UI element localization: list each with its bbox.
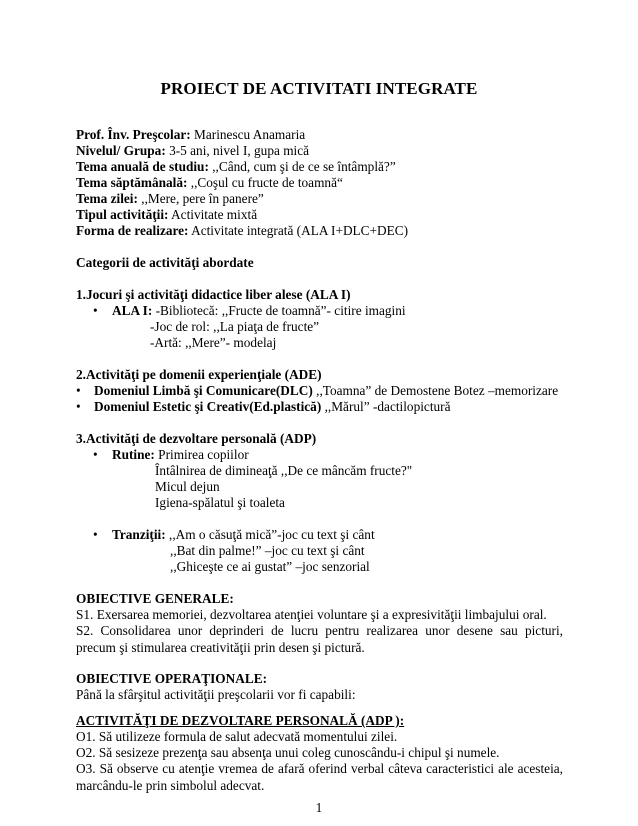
objective-o1: O1. Să utilizeze formula de salut adecvată momentului zilei.: [76, 729, 398, 744]
categories-heading: Categorii de activităţi abordate: [76, 255, 254, 270]
bullet-icon: •: [76, 399, 81, 414]
field-level: [76, 143, 309, 159]
field-form: [76, 223, 408, 239]
ade-label: Domeniul Estetic şi Creativ(Ed.plastică): [94, 399, 322, 414]
adp-rutine-first: [112, 447, 249, 463]
field-value: Activitate mixtă: [168, 207, 258, 222]
field-label: Tema săptămânală:: [76, 175, 188, 190]
field-value: Activitate integrată (ALA I+DLC+DEC): [188, 223, 409, 238]
ala-item-role-play: -Joc de rol: ,,La piaţa de fructe”: [150, 319, 320, 334]
objective-o2: O2. Să sesizeze prezenţa sau absenţa unui coleg cunoscându-i chipul şi numele.: [76, 745, 500, 760]
tranzitie-item: ,,Ghiceşte ce ai gustat” –joc senzorial: [170, 559, 370, 574]
operational-intro: Până la sfârşitul activităţii preşcolarii vor fi capabili:: [76, 687, 356, 702]
field-activity-type: [76, 207, 257, 223]
objective-o3: O3. Să observe cu atenţie vremea de afară oferind verbal câteva caracteristici ale acesteia, marcându-le prin simbolul adecvat.: [76, 761, 563, 793]
field-value: 3-5 ani, nivel I, gupa mică: [165, 143, 310, 158]
field-value: ,,Coşul cu fructe de toamnă“: [187, 175, 343, 190]
objective-s2: S2. Consolidarea unor deprinderi de lucru pentru realizarea unor desene sau picturi, precum şi stimularea creativităţii prin desen şi pictură.: [76, 623, 563, 655]
bullet-icon: •: [93, 303, 98, 318]
field-value: Marinescu Anamaria: [190, 127, 306, 142]
field-label: Tema zilei:: [76, 191, 138, 206]
ade-item-dec: [94, 399, 451, 415]
rutine-item: Micul dejun: [155, 479, 220, 494]
page-number: 1: [315, 800, 323, 815]
field-label: Forma de realizare:: [76, 223, 189, 238]
field-label: Tema anuală de studiu:: [76, 159, 209, 174]
field-value: ,,Mere, pere în panere”: [137, 191, 264, 206]
adp-tranzitii-first: [112, 527, 375, 543]
tranzitii-label: Tranziţii:: [112, 527, 166, 542]
field-label: Nivelul/ Grupa:: [76, 143, 166, 158]
tranzitie-item: ,,Bat din palme!” –joc cu text şi cânt: [170, 543, 365, 558]
rutine-item: Întâlnirea de dimineaţă ,,De ce mâncăm fructe?": [155, 463, 413, 478]
ala-item-art: -Artă: ,,Mere”- modelaj: [150, 335, 277, 350]
field-annual-theme: [76, 159, 396, 175]
general-objectives-heading: OBIECTIVE GENERALE:: [76, 591, 234, 606]
field-label: Tipul activităţii:: [76, 207, 169, 222]
ala-label: ALA I:: [112, 303, 153, 318]
ade-heading: 2.Activităţi pe domenii experienţiale (ADE): [76, 367, 322, 382]
ade-label: Domeniul Limbă şi Comunicare(DLC): [94, 383, 313, 398]
bullet-icon: •: [76, 383, 81, 398]
ala-item: -Bibliotecă: ,,Fructe de toamnă”- citire imagini: [152, 303, 406, 318]
bullet-icon: •: [93, 447, 98, 462]
field-teacher: [76, 127, 305, 143]
rutine-label: Rutine:: [112, 447, 155, 462]
field-daily-theme: [76, 191, 264, 207]
rutine-item: Primirea copiilor: [154, 447, 249, 462]
adp-objectives-heading: ACTIVITĂŢI DE DEZVOLTARE PERSONALĂ (ADP ):: [76, 713, 405, 728]
ade-value: ,,Toamna” de Demostene Botez –memorizare: [312, 383, 559, 398]
adp-heading: 3.Activităţi de dezvoltare personală (ADP): [76, 431, 317, 446]
rutine-item: Igiena-spălatul şi toaleta: [155, 495, 285, 510]
objective-s1: S1. Exersarea memoriei, dezvoltarea atenţiei voluntare şi a expresivităţii limbajului oral.: [76, 607, 547, 622]
tranzitie-item: ,,Am o căsuţă mică”-joc cu text şi cânt: [165, 527, 375, 542]
ala-item-library: [112, 303, 406, 319]
bullet-icon: •: [93, 527, 98, 542]
document-title: PROIECT DE ACTIVITATI INTEGRATE: [160, 79, 478, 98]
ade-item-dlc: [94, 383, 558, 399]
field-weekly-theme: [76, 175, 343, 191]
ala-heading: 1.Jocuri şi activităţi didactice liber alese (ALA I): [76, 287, 351, 302]
field-label: Prof. Înv. Preşcolar:: [76, 127, 191, 142]
operational-objectives-heading: OBIECTIVE OPERAŢIONALE:: [76, 671, 267, 686]
field-value: ,,Când, cum şi de ce se întâmplă?”: [208, 159, 396, 174]
ade-value: ,,Mărul” -dactilopictură: [321, 399, 451, 414]
